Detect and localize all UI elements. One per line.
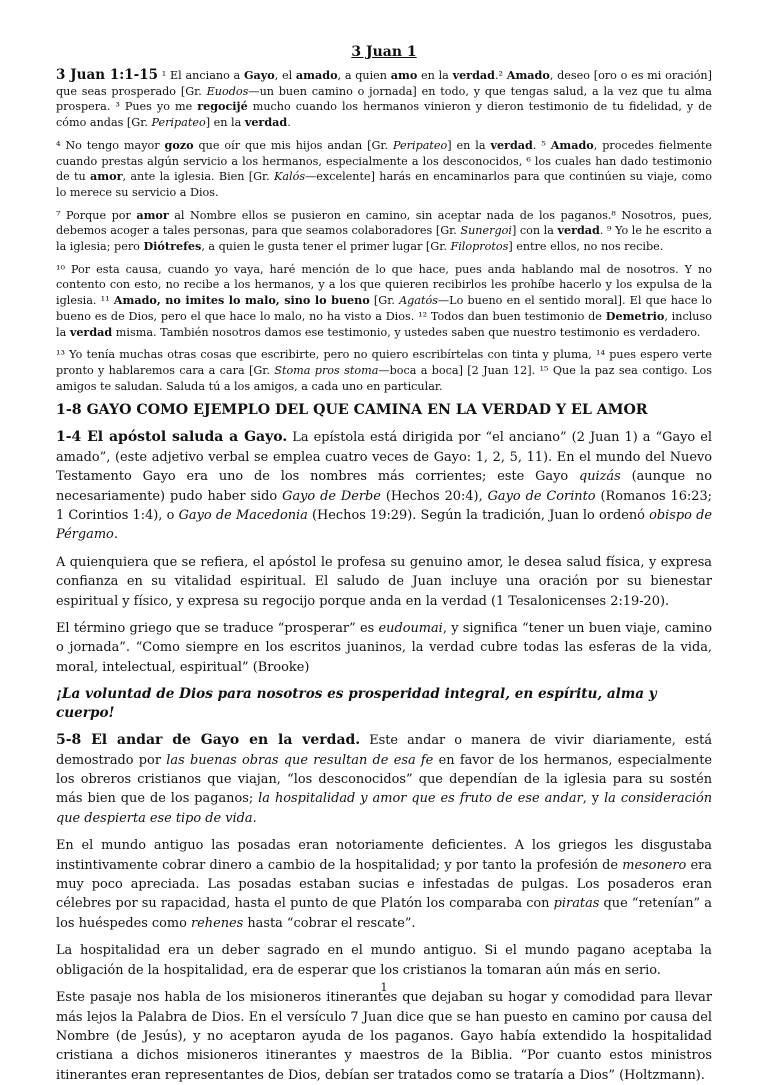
p2-run: Kalós (274, 170, 306, 184)
p2-run: Amado (550, 137, 594, 152)
p1-run: amado (295, 68, 338, 82)
p4-run: Amado, no imites lo malo, sino lo bueno (113, 293, 370, 308)
p2-run: amor (90, 169, 123, 184)
p9-run: 5-8 El andar de Gayo en la verdad. (56, 732, 361, 749)
p12-run: Este pasaje nos habla de los misioneros itinerantes que dejaban su hogar y comodidad para llevar más lejos la Palabra de Dios. En el versículo 7 Juan dice que se han puesto en camino por causa del Nombre (de Jesús), y no aceptaron ayuda de los paganos. Gayo había extendido la hospitalidad cristiana a dichos misioneros itinerantes y maestros de la Biblia. “Por cuanto estos ministros itinerantes eran representantes de Dios, debían ser tratados como se trataría a Dios” (Holtzmann). (56, 990, 712, 1083)
p1-run: . (287, 116, 291, 130)
p2-run: que oír que mis hijos andan [Gr. (193, 138, 394, 152)
scripture-paragraph-4 (56, 262, 712, 341)
p1-run: , deseo [oro o es mi oración] que seas prosperado [Gr. (56, 69, 712, 98)
p9-run: la hospitalidad y amor que es fruto de ese andar (258, 791, 583, 807)
p6-run: 1-4 El apóstol saluda a Gayo. (56, 429, 288, 446)
p10-run: era muy poco apreciada. Las posadas estaban sucias e infestadas de pulgas. Los posaderos eran célebres por su rapacidad, hasta el punto de que Platón los comparaba con (56, 857, 712, 912)
p9-run: , y (582, 791, 605, 807)
p4-run: Agatós (399, 294, 438, 308)
p4-run: ¹⁰ Por esta causa, cuando yo vaya, haré mención de lo que hace, pues anda hablando mal de nosotros. Y no contento con esto, no recibe a los hermanos, y a los que quieren recibirlos les prohíbe hacerlo y los expulsa de la iglesia. ¹¹ (56, 262, 712, 308)
p4-run: , incluso la (56, 309, 712, 339)
p2-run: , ante la iglesia. Bien [Gr. (122, 170, 274, 184)
p2-run: verdad (490, 137, 533, 152)
p2-run: ⁴ No tengo mayor (56, 138, 165, 152)
commentary-paragraph-6 (56, 941, 712, 980)
p1-run: , el (274, 69, 296, 82)
commentary-paragraph-7 (56, 988, 712, 1085)
p1-run: 3 Juan 1:1-15 (56, 67, 159, 83)
p1-run: ] en la (205, 116, 245, 130)
p6-run: obispo de Pérgamo (56, 507, 712, 543)
p8-run: eudoumai (378, 621, 443, 637)
p1-run: regocijé (197, 99, 248, 114)
p6-run: (aunque no necesariamente) pudo haber sido (56, 469, 712, 504)
p1-run: amo (390, 68, 418, 82)
p1-run: —un buen camino o jornada] en todo, y que tengas salud, a la vez que tu alma prospera. ³ Pues yo me (56, 84, 712, 114)
p9-run: la consideración que despierta ese tipo de vida (56, 791, 713, 826)
p5-run: Stoma pros stoma (274, 363, 379, 377)
p2-run: . ⁵ (532, 138, 551, 152)
p1-run: verdad (244, 115, 288, 130)
scripture-paragraph-5 (56, 347, 712, 394)
p6-run: . (113, 527, 118, 543)
p2-run: —excelente] harás en encaminarlos para que continúen su viaje, como lo merece su servicio a Dios. (56, 170, 712, 199)
p9-run: las buenas obras que resultan de esa fe (166, 752, 434, 768)
document-title: 3 Juan 1 (351, 44, 417, 60)
p1-run: .² (494, 69, 507, 82)
p3-run: ⁷ Porque por (56, 208, 137, 222)
p1-run: ¹ El anciano a (158, 69, 244, 82)
p9-run: Este andar o manera de vivir diariamente, está demostrado por (56, 733, 712, 768)
p1-run: Gayo (243, 68, 275, 82)
p3-run: ] entre ellos, no nos recibe. (508, 240, 664, 254)
p6-run: Gayo de Macedonia (178, 507, 308, 523)
p10-run: piratas (553, 896, 600, 912)
emphasis-callout: ¡La voluntad de Dios para nosotros es prosperidad integral, en espíritu, alma y cuerpo! (56, 686, 657, 722)
p3-run: al Nombre ellos se pusieron en camino, sin aceptar nada de los paganos.⁸ Nosotros, pues, debemos acoger a tales personas, para que seamos colaboradores [Gr. (56, 208, 713, 238)
page-number: 1 (380, 981, 388, 994)
p5-run: ¹³ Yo tenía muchas otras cosas que escribirte, pero no quiero escribírtelas con tinta y pluma, ¹⁴ pues espero verte pronto y hablaremos cara a cara [Gr. (56, 348, 712, 377)
p7-run: A quienquiera que se refiera, el apóstol le profesa su genuino amor, le desea salud física, y expresa confianza en su vitalidad espiritual. El saludo de Juan incluye una oración por su bienestar espiritual y físico, y expresa su regocijo porque anda en la verdad (1 Tesalonicenses 2:19-20). (56, 554, 712, 609)
scripture-paragraph-2 (56, 138, 712, 201)
p1-run: Amado (506, 68, 550, 82)
p9-run: en favor de los hermanos, especialmente los obreros cristianos que viajan, “los desconocidos” que dependían de la iglesia para su sostén más bien que de los paganos; (56, 752, 713, 807)
p1-run: mucho cuando los hermanos vinieron y dieron testimonio de tu fidelidad, y de cómo andas [Gr. (56, 100, 712, 130)
p2-run: , procedes fielmente cuando prestas algún servicio a los hermanos, especialmente a los desconocidos, ⁶ los cuales han dado testimonio de tu (56, 138, 712, 184)
p10-run: mesonero (622, 857, 687, 873)
p4-run: Demetrio (605, 308, 665, 323)
p10-run: En el mundo antiguo las posadas eran notoriamente deficientes. A los griegos les disgustaba instintivamente cobrar dinero a cambio de la hospitalidad; y por tanto la profesión de (56, 838, 712, 873)
p4-run: verdad (69, 324, 113, 339)
section-heading: 1-8 GAYO COMO EJEMPLO DEL QUE CAMINA EN LA VERDAD Y EL AMOR (56, 402, 648, 419)
p8-run: , y significa “tener un buen viaje, camino o jornada”. “Como siempre en los escritos juaninos, la verdad cubre todas las esferas de la vida, moral, intelectual, espiritual” (Brooke) (56, 621, 712, 675)
p6-run: Gayo de Derbe (282, 488, 381, 504)
commentary-paragraph-2 (56, 553, 712, 611)
p1-run: , a quien (337, 69, 391, 82)
scripture-paragraph-1 (56, 68, 712, 131)
commentary-paragraph-1 (56, 428, 712, 544)
p2-run: ] en la (447, 138, 491, 152)
p9-run: . (252, 810, 257, 826)
scripture-paragraph-3 (56, 208, 712, 255)
p2-run: Peripateo (393, 138, 448, 152)
commentary-paragraph-5 (56, 836, 712, 933)
p10-run: que “retenían” a los huéspedes como (56, 896, 712, 931)
p5-run: —boca a boca] [2 Juan 12]. ¹⁵ Que la paz sea contigo. Los amigos te saludan. Saluda tú a los amigos, a cada uno en particular. (56, 363, 712, 393)
p3-run: Sunergoi (460, 224, 512, 238)
p3-run: Diótrefes (143, 239, 202, 254)
p10-run: hasta “cobrar el rescate”. (243, 915, 416, 931)
p8-run: El término griego que se traduce “prosperar” es (56, 621, 379, 637)
p3-run: . ⁹ Yo le he escrito a la iglesia; pero (56, 224, 712, 254)
p4-run: —Lo bueno en el sentido moral]. El que hace lo bueno es de Dios, pero el que hace lo malo, no ha visto a Dios. ¹² Todos dan buen testimonio de (56, 294, 712, 323)
p3-run: verdad (557, 223, 600, 238)
p6-run: (Romanos 16:23; 1 Corintios 1:4), o (56, 488, 713, 523)
p3-run: , a quien le gusta tener el primer lugar [Gr. (201, 240, 451, 254)
p3-run: ] con la (511, 224, 558, 238)
p2-run: gozo (164, 137, 194, 152)
p4-run: [Gr. (369, 294, 400, 308)
p6-run: quizás (578, 469, 621, 485)
p6-run: Gayo de Corinto (487, 488, 596, 504)
p1-run: Euodos (206, 84, 249, 98)
p10-run: rehenes (190, 915, 244, 931)
commentary-paragraph-3 (56, 619, 712, 677)
p1-run: en la (417, 69, 453, 82)
p6-run: La epístola está dirigida por “el anciano” (2 Juan 1) a “Gayo el amado”, (este adjetivo verbal se emplea cuatro veces de Gayo: 1, 2, 5, 11). En el mundo del Nuevo Testamento Gayo era uno de los nombres más corrientes; este Gayo (56, 430, 712, 485)
commentary-paragraph-4 (56, 731, 712, 828)
p4-run: misma. También nosotros damos ese testimonio, y ustedes saben que nuestro testimonio es verdadero. (112, 325, 701, 339)
p3-run: Filoprotos (450, 240, 509, 254)
p6-run: (Hechos 19:29). Según la tradición, Juan lo ordenó (307, 507, 650, 523)
p1-run: verdad (452, 68, 495, 82)
p11-run: La hospitalidad era un deber sagrado en el mundo antiguo. Si el mundo pagano aceptaba la obligación de la hospitalidad, era de esperar que los cristianos la tomaran aún más en serio. (56, 943, 712, 978)
p3-run: amor (136, 207, 169, 222)
p1-run: Peripateo (151, 116, 206, 130)
p6-run: (Hechos 20:4), (380, 488, 488, 504)
